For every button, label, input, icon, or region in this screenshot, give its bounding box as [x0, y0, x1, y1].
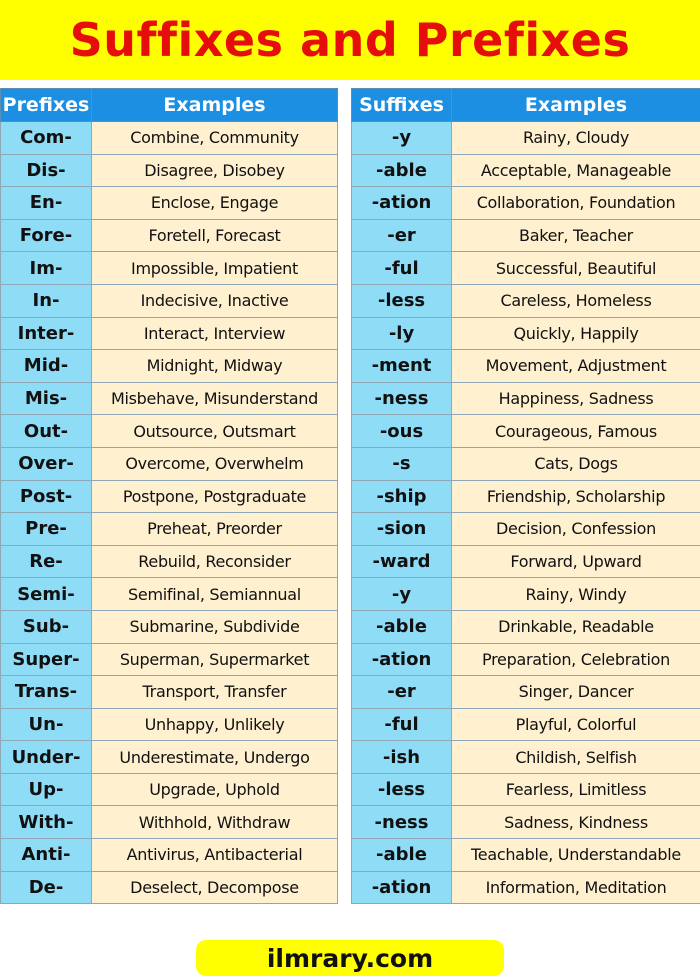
suffix-row	[352, 806, 700, 839]
prefix-examples-cell: Postpone, Postgraduate	[92, 480, 338, 513]
prefix-examples-cell: Antivirus, Antibacterial	[92, 839, 338, 872]
suffixes-table-body	[352, 122, 700, 904]
prefix-examples-cell: Superman, Supermarket	[92, 643, 338, 676]
suffix-cell: -y	[352, 578, 452, 611]
prefix-examples-cell: Overcome, Overwhelm	[92, 447, 338, 480]
suffix-row	[352, 839, 700, 872]
prefix-examples-cell: Withhold, Withdraw	[92, 806, 338, 839]
suffix-examples-cell: Singer, Dancer	[452, 676, 700, 709]
suffix-cell: -ment	[352, 350, 452, 383]
prefix-cell: Under-	[1, 741, 92, 774]
prefix-examples-cell: Submarine, Subdivide	[92, 610, 338, 643]
suffix-cell: -ship	[352, 480, 452, 513]
suffix-row	[352, 284, 700, 317]
prefix-cell: De-	[1, 871, 92, 904]
prefix-row	[1, 382, 338, 415]
suffix-row	[352, 610, 700, 643]
suffix-examples-cell: Drinkable, Readable	[452, 610, 700, 643]
suffix-examples-cell: Forward, Upward	[452, 545, 700, 578]
suffix-cell: -able	[352, 154, 452, 187]
prefix-row	[1, 187, 338, 220]
prefix-cell: Anti-	[1, 839, 92, 872]
page-title: Suffixes and Prefixes	[69, 13, 631, 67]
suffix-examples-cell: Courageous, Famous	[452, 415, 700, 448]
prefix-row	[1, 676, 338, 709]
prefix-cell: Super-	[1, 643, 92, 676]
suffix-cell: -er	[352, 219, 452, 252]
suffix-examples-cell: Playful, Colorful	[452, 708, 700, 741]
prefix-row	[1, 447, 338, 480]
suffix-cell: -sion	[352, 513, 452, 546]
suffix-examples-cell: Acceptable, Manageable	[452, 154, 700, 187]
prefix-examples-cell: Outsource, Outsmart	[92, 415, 338, 448]
prefix-row	[1, 839, 338, 872]
prefix-cell: Re-	[1, 545, 92, 578]
prefix-cell: Sub-	[1, 610, 92, 643]
suffix-examples-cell: Information, Meditation	[452, 871, 700, 904]
prefix-cell: Up-	[1, 773, 92, 806]
prefix-cell: Post-	[1, 480, 92, 513]
prefixes-header-row	[1, 89, 338, 122]
prefix-row	[1, 252, 338, 285]
suffix-examples-cell: Friendship, Scholarship	[452, 480, 700, 513]
suffix-row	[352, 447, 700, 480]
suffix-cell: -ful	[352, 252, 452, 285]
prefix-examples-cell: Transport, Transfer	[92, 676, 338, 709]
suffix-examples-cell: Cats, Dogs	[452, 447, 700, 480]
prefixes-table	[0, 88, 338, 904]
prefix-row	[1, 284, 338, 317]
prefix-cell: Mis-	[1, 382, 92, 415]
prefix-cell: Im-	[1, 252, 92, 285]
prefix-cell: En-	[1, 187, 92, 220]
prefix-row	[1, 643, 338, 676]
prefix-row	[1, 610, 338, 643]
suffix-row	[352, 382, 700, 415]
prefix-row	[1, 350, 338, 383]
suffix-cell: -able	[352, 610, 452, 643]
suffix-cell: -ation	[352, 871, 452, 904]
suffix-cell: -able	[352, 839, 452, 872]
prefix-row	[1, 154, 338, 187]
prefix-row	[1, 871, 338, 904]
prefix-row	[1, 708, 338, 741]
suffix-row	[352, 643, 700, 676]
suffix-examples-cell: Childish, Selfish	[452, 741, 700, 774]
suffix-row	[352, 187, 700, 220]
suffix-cell: -ward	[352, 545, 452, 578]
prefix-cell: Semi-	[1, 578, 92, 611]
suffix-row	[352, 252, 700, 285]
prefix-cell: In-	[1, 284, 92, 317]
website-label: ilmrary.com	[266, 943, 434, 973]
suffix-cell: -ish	[352, 741, 452, 774]
suffixes-header-row	[352, 89, 700, 122]
suffix-row	[352, 122, 700, 155]
prefixes-table-body	[1, 122, 338, 904]
prefix-row	[1, 806, 338, 839]
prefix-cell: Pre-	[1, 513, 92, 546]
suffix-examples-cell: Happiness, Sadness	[452, 382, 700, 415]
prefix-row	[1, 741, 338, 774]
suffix-examples-cell: Rainy, Cloudy	[452, 122, 700, 155]
suffix-row	[352, 154, 700, 187]
suffixes-table	[351, 88, 700, 904]
prefix-cell: Fore-	[1, 219, 92, 252]
suffix-cell: -ly	[352, 317, 452, 350]
suffix-examples-cell: Rainy, Windy	[452, 578, 700, 611]
prefix-examples-cell: Combine, Community	[92, 122, 338, 155]
prefix-row	[1, 317, 338, 350]
suffix-row	[352, 676, 700, 709]
suffix-row	[352, 317, 700, 350]
prefix-cell: With-	[1, 806, 92, 839]
suffix-examples-cell: Teachable, Understandable	[452, 839, 700, 872]
prefix-examples-cell: Rebuild, Reconsider	[92, 545, 338, 578]
suffix-examples-cell: Successful, Beautiful	[452, 252, 700, 285]
suffix-row	[352, 350, 700, 383]
suffix-examples-cell: Collaboration, Foundation	[452, 187, 700, 220]
suffix-cell: -ation	[352, 643, 452, 676]
prefix-row	[1, 480, 338, 513]
prefix-examples-cell: Misbehave, Misunderstand	[92, 382, 338, 415]
suffix-cell: -less	[352, 773, 452, 806]
suffix-examples-cell: Quickly, Happily	[452, 317, 700, 350]
suffix-cell: -ation	[352, 187, 452, 220]
prefixes-column-header: Prefixes	[1, 89, 92, 122]
prefix-cell: Over-	[1, 447, 92, 480]
prefix-cell: Out-	[1, 415, 92, 448]
prefix-cell: Un-	[1, 708, 92, 741]
prefix-examples-cell: Preheat, Preorder	[92, 513, 338, 546]
suffix-cell: -ness	[352, 806, 452, 839]
suffix-row	[352, 219, 700, 252]
prefix-examples-cell: Upgrade, Uphold	[92, 773, 338, 806]
prefix-cell: Dis-	[1, 154, 92, 187]
suffix-cell: -ful	[352, 708, 452, 741]
title-banner	[0, 0, 700, 80]
suffix-row	[352, 480, 700, 513]
prefix-examples-cell: Disagree, Disobey	[92, 154, 338, 187]
suffix-row	[352, 545, 700, 578]
suffix-row	[352, 708, 700, 741]
prefix-examples-cell: Interact, Interview	[92, 317, 338, 350]
suffix-cell: -ness	[352, 382, 452, 415]
prefix-row	[1, 219, 338, 252]
suffix-examples-cell: Careless, Homeless	[452, 284, 700, 317]
suffix-examples-cell: Sadness, Kindness	[452, 806, 700, 839]
suffix-cell: -less	[352, 284, 452, 317]
suffix-examples-column-header: Examples	[452, 89, 700, 122]
suffix-examples-cell: Decision, Confession	[452, 513, 700, 546]
prefix-row	[1, 122, 338, 155]
prefix-examples-cell: Foretell, Forecast	[92, 219, 338, 252]
suffix-examples-cell: Movement, Adjustment	[452, 350, 700, 383]
suffix-row	[352, 871, 700, 904]
prefix-examples-cell: Underestimate, Undergo	[92, 741, 338, 774]
prefix-cell: Trans-	[1, 676, 92, 709]
suffix-cell: -y	[352, 122, 452, 155]
suffix-row	[352, 513, 700, 546]
suffix-examples-cell: Preparation, Celebration	[452, 643, 700, 676]
prefix-row	[1, 578, 338, 611]
prefix-cell: Com-	[1, 122, 92, 155]
suffix-row	[352, 773, 700, 806]
prefix-examples-cell: Semifinal, Semiannual	[92, 578, 338, 611]
prefix-examples-cell: Deselect, Decompose	[92, 871, 338, 904]
suffix-examples-cell: Baker, Teacher	[452, 219, 700, 252]
prefix-row	[1, 513, 338, 546]
prefix-row	[1, 545, 338, 578]
prefix-cell: Mid-	[1, 350, 92, 383]
prefix-examples-column-header: Examples	[92, 89, 338, 122]
prefix-examples-cell: Enclose, Engage	[92, 187, 338, 220]
suffix-cell: -ous	[352, 415, 452, 448]
prefix-examples-cell: Indecisive, Inactive	[92, 284, 338, 317]
prefix-row	[1, 415, 338, 448]
suffix-cell: -er	[352, 676, 452, 709]
prefix-cell: Inter-	[1, 317, 92, 350]
suffix-row	[352, 415, 700, 448]
suffix-examples-cell: Fearless, Limitless	[452, 773, 700, 806]
prefix-examples-cell: Impossible, Impatient	[92, 252, 338, 285]
suffix-cell: -s	[352, 447, 452, 480]
suffixes-column-header: Suffixes	[352, 89, 452, 122]
prefix-row	[1, 773, 338, 806]
prefix-examples-cell: Midnight, Midway	[92, 350, 338, 383]
suffix-row	[352, 741, 700, 774]
suffix-row	[352, 578, 700, 611]
prefix-examples-cell: Unhappy, Unlikely	[92, 708, 338, 741]
footer-banner	[196, 940, 504, 976]
